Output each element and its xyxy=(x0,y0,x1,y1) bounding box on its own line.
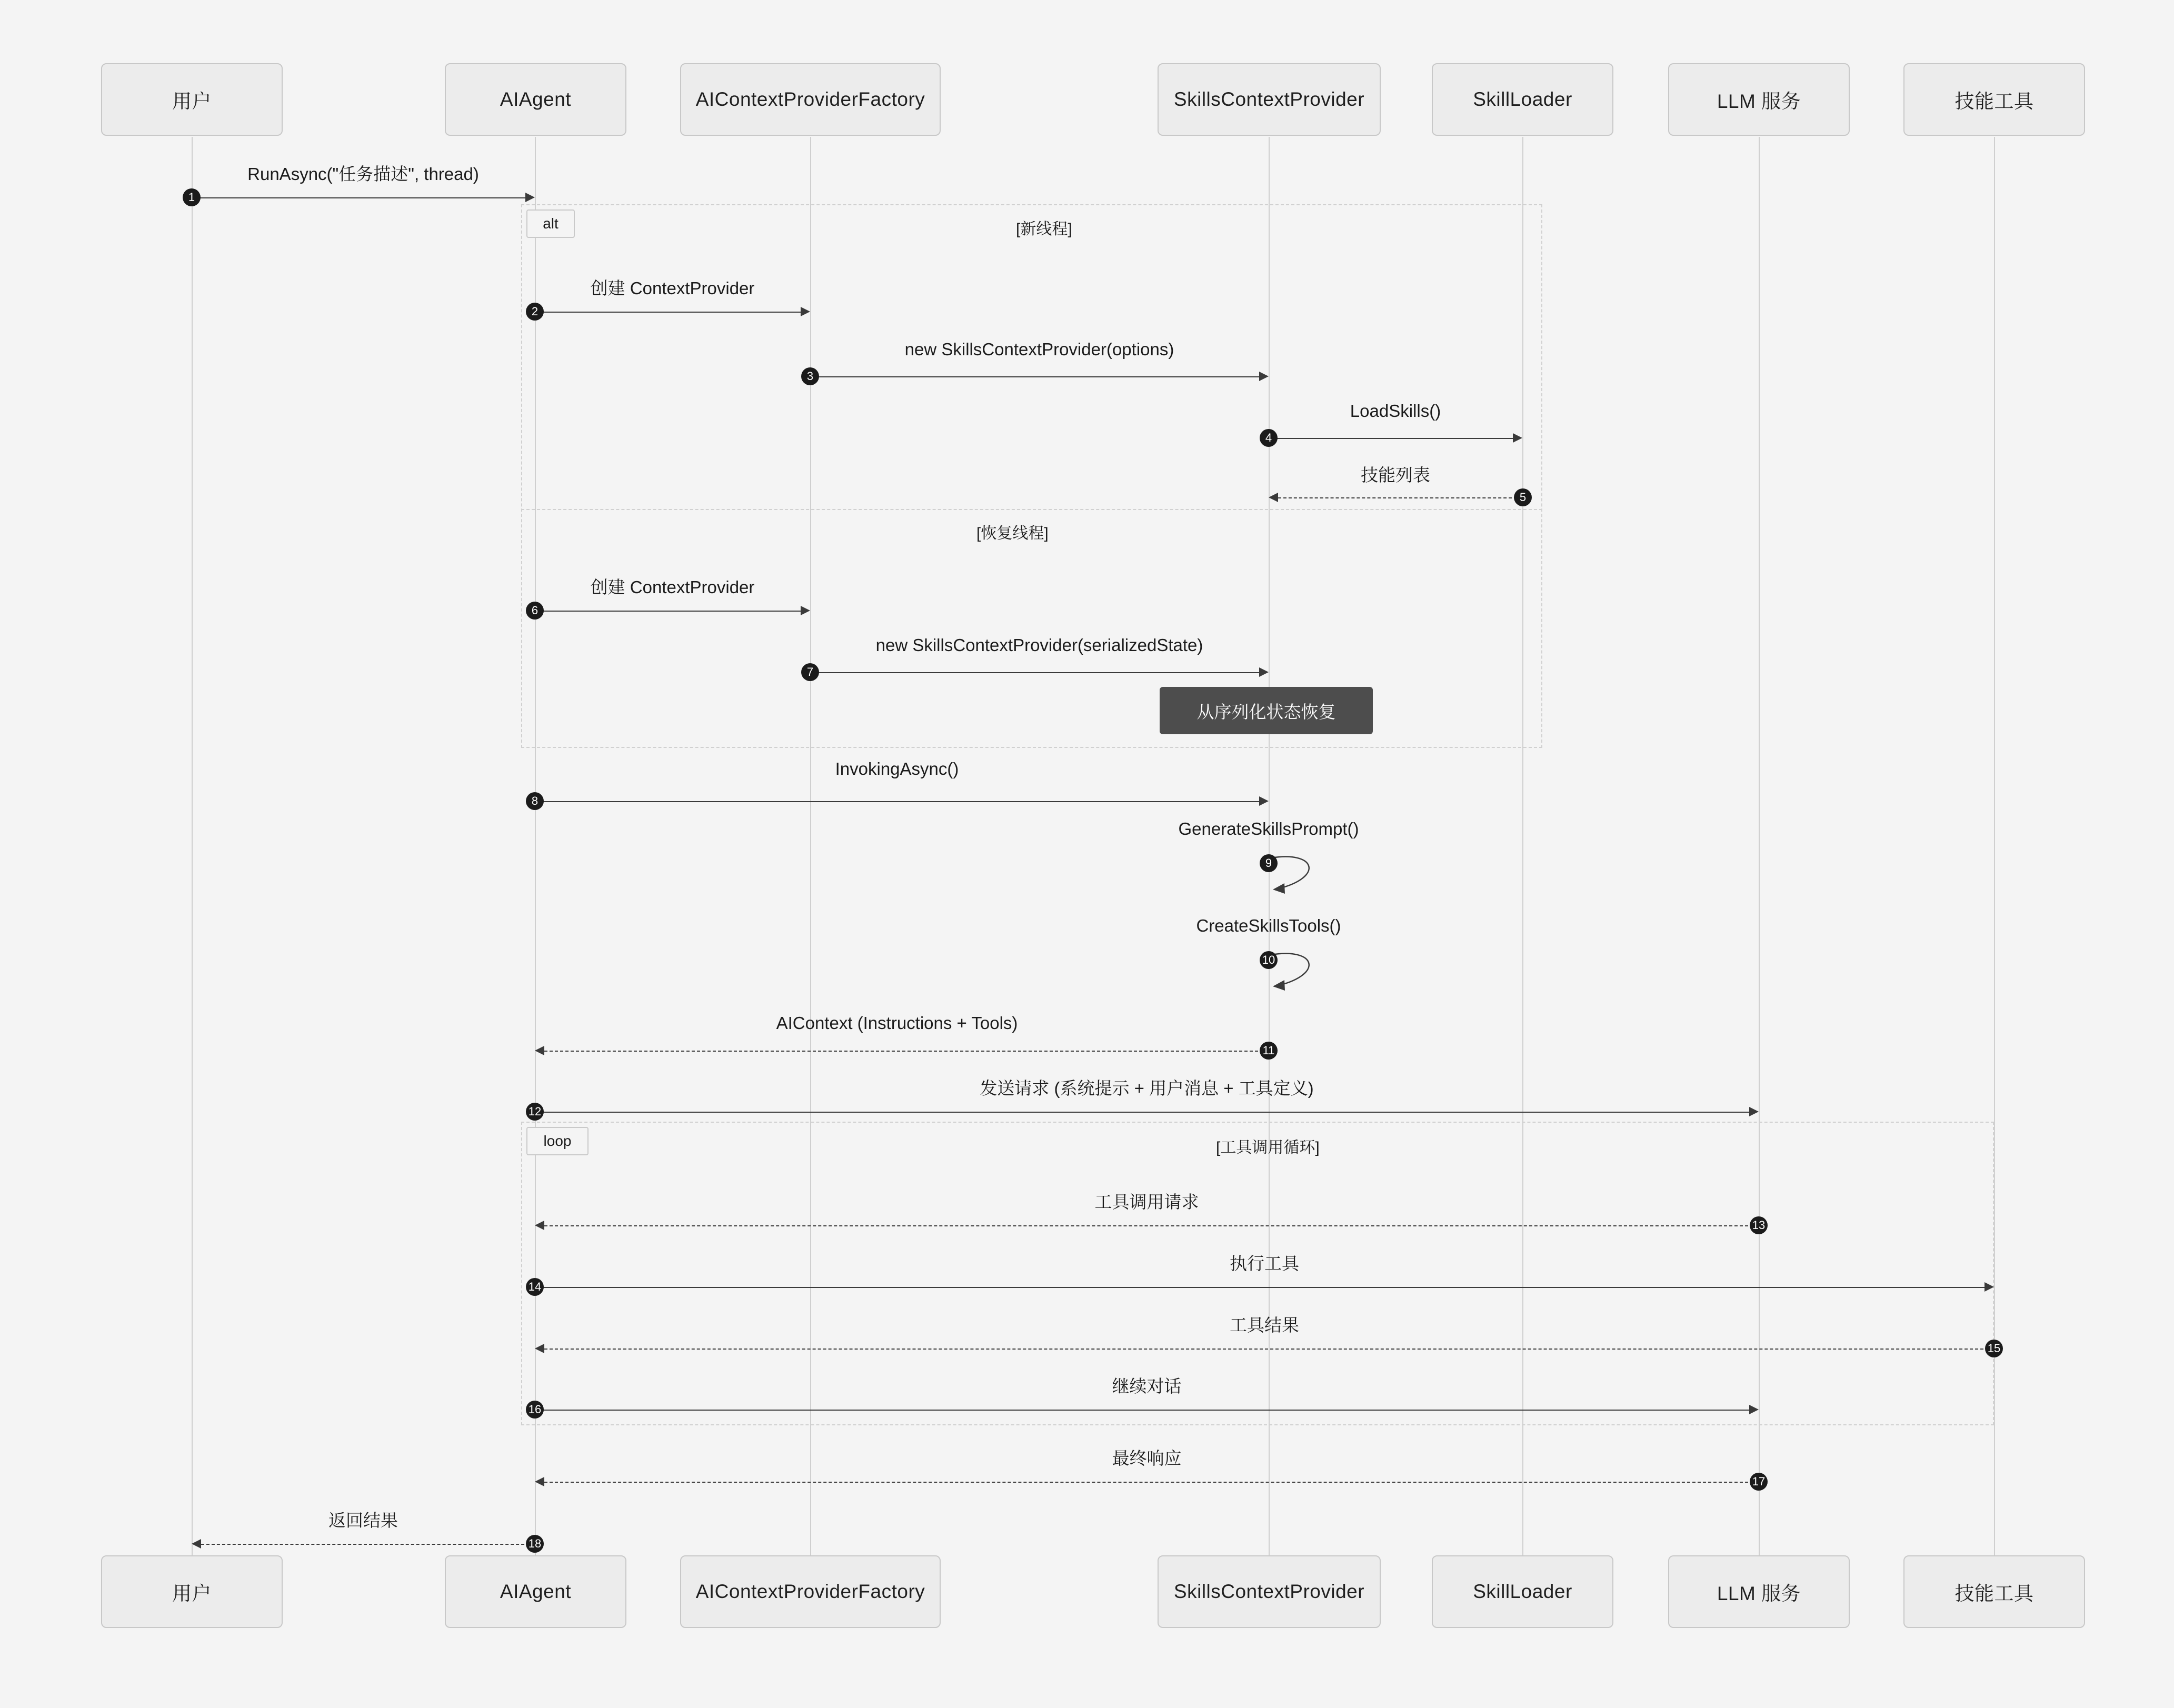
fragment-condition-label: [新线程] xyxy=(1016,221,1072,238)
message-line-11 xyxy=(544,1051,1269,1052)
message-number-11: 11 xyxy=(1260,1042,1278,1060)
fragment-alt-tag xyxy=(526,209,575,238)
message-text: 执行工具 xyxy=(1230,1254,1299,1273)
message-label-16 xyxy=(535,1373,1759,1397)
actor-tools-top xyxy=(1903,63,2085,136)
actor-skillsprovider-top xyxy=(1158,63,1381,136)
message-line-14 xyxy=(535,1287,1984,1288)
message-arrow-17 xyxy=(535,1477,544,1486)
message-number-15: 15 xyxy=(1985,1340,2003,1357)
message-text: RunAsync("任务描述", thread) xyxy=(247,164,479,184)
message-arrow-14 xyxy=(1984,1282,1994,1292)
message-number-2: 2 xyxy=(526,303,544,321)
lifeline-user xyxy=(192,137,193,1558)
message-label-15 xyxy=(535,1312,1994,1336)
actor-tools-bottom xyxy=(1903,1555,2085,1628)
actor-label: SkillsContextProvider xyxy=(1173,1581,1365,1602)
message-label-13 xyxy=(535,1188,1759,1213)
message-line-1 xyxy=(192,197,525,198)
message-label-10 xyxy=(1132,916,1405,936)
actor-label: AIAgent xyxy=(500,1581,572,1602)
message-text: InvokingAsync() xyxy=(835,759,959,778)
message-line-6 xyxy=(535,611,801,612)
message-number-13: 13 xyxy=(1750,1216,1768,1234)
message-text: 技能列表 xyxy=(1361,465,1430,485)
message-arrow-11 xyxy=(535,1046,544,1055)
fragment-alt-divider xyxy=(521,509,1542,510)
message-line-17 xyxy=(544,1482,1759,1483)
note-restore-state xyxy=(1160,687,1373,734)
message-line-3 xyxy=(810,376,1259,377)
message-line-5 xyxy=(1278,497,1522,498)
fragment-tag-label: alt xyxy=(543,215,559,232)
actor-label: SkillLoader xyxy=(1473,1581,1572,1602)
message-number-10: 10 xyxy=(1260,951,1278,969)
message-number-14: 14 xyxy=(526,1278,544,1296)
message-arrow-6 xyxy=(801,606,810,615)
actor-aiagent-top xyxy=(445,63,626,136)
message-number-9: 9 xyxy=(1260,854,1278,872)
message-text: new SkillsContextProvider(options) xyxy=(904,339,1174,359)
message-label-5 xyxy=(1269,462,1522,486)
message-number-1: 1 xyxy=(183,188,201,206)
message-number-12: 12 xyxy=(526,1103,544,1121)
message-label-6 xyxy=(535,574,810,598)
message-label-4 xyxy=(1269,401,1522,421)
message-text: 发送请求 (系统提示 + 用户消息 + 工具定义) xyxy=(980,1078,1314,1098)
message-number-3: 3 xyxy=(801,367,819,385)
message-line-12 xyxy=(535,1112,1749,1113)
message-number-17: 17 xyxy=(1750,1473,1768,1491)
message-label-3 xyxy=(810,339,1269,359)
message-label-8 xyxy=(535,759,1259,779)
message-text: 继续对话 xyxy=(1112,1376,1182,1396)
fragment-alt-condition-2 xyxy=(976,520,1049,543)
actor-user-bottom xyxy=(101,1555,283,1628)
message-label-2 xyxy=(535,275,810,299)
message-number-18: 18 xyxy=(526,1535,544,1553)
message-label-7 xyxy=(810,635,1269,655)
message-label-12 xyxy=(535,1075,1759,1100)
note-text: 从序列化状态恢复 xyxy=(1196,702,1336,722)
message-text: 返回结果 xyxy=(328,1511,398,1530)
message-line-15 xyxy=(544,1349,1994,1350)
message-line-16 xyxy=(535,1410,1749,1411)
message-text: LoadSkills() xyxy=(1350,401,1441,421)
message-number-4: 4 xyxy=(1260,429,1278,447)
message-text: 工具调用请求 xyxy=(1094,1192,1199,1212)
message-number-8: 8 xyxy=(526,792,544,810)
fragment-condition-label: [工具调用循环] xyxy=(1216,1139,1320,1156)
message-arrow-2 xyxy=(801,307,810,316)
message-text: 创建 ContextProvider xyxy=(590,577,755,597)
message-number-5: 5 xyxy=(1514,488,1532,506)
message-line-7 xyxy=(810,672,1259,673)
message-line-2 xyxy=(535,312,801,313)
message-arrow-15 xyxy=(535,1344,544,1353)
message-arrow-8 xyxy=(1259,796,1269,806)
message-text: 工具结果 xyxy=(1230,1315,1299,1335)
fragment-loop-condition xyxy=(1216,1134,1320,1157)
actor-label: LLM 服务 xyxy=(1717,1583,1801,1604)
actor-label: AIContextProviderFactory xyxy=(695,1581,925,1602)
message-arrow-7 xyxy=(1259,667,1269,677)
actor-skillsprovider-bottom xyxy=(1158,1555,1381,1628)
message-line-18 xyxy=(201,1544,535,1545)
message-line-4 xyxy=(1269,438,1513,439)
actor-label: 技能工具 xyxy=(1954,91,2034,112)
fragment-condition-label: [恢复线程] xyxy=(976,525,1049,542)
message-arrow-16 xyxy=(1749,1405,1759,1414)
actor-skillloader-bottom xyxy=(1432,1555,1613,1628)
message-label-18 xyxy=(192,1507,535,1532)
actor-llm-top xyxy=(1668,63,1850,136)
actor-llm-bottom xyxy=(1668,1555,1850,1628)
fragment-loop-tag xyxy=(526,1127,589,1155)
actor-label: AIContextProviderFactory xyxy=(695,88,925,110)
message-number-16: 16 xyxy=(526,1401,544,1419)
message-label-1 xyxy=(192,161,535,185)
message-arrow-5 xyxy=(1269,493,1278,502)
message-arrow-12 xyxy=(1749,1107,1759,1116)
message-arrow-1 xyxy=(525,193,535,202)
actor-label: SkillsContextProvider xyxy=(1173,88,1365,110)
actor-user-top xyxy=(101,63,283,136)
actor-label: 用户 xyxy=(172,91,212,112)
message-text: CreateSkillsTools() xyxy=(1196,916,1341,935)
message-label-11 xyxy=(535,1013,1259,1033)
message-line-8 xyxy=(535,801,1259,802)
message-arrow-18 xyxy=(192,1539,201,1549)
actor-factory-top xyxy=(680,63,941,136)
message-label-17 xyxy=(535,1445,1759,1470)
message-number-7: 7 xyxy=(801,663,819,681)
actor-label: 用户 xyxy=(172,1583,212,1604)
actor-aiagent-bottom xyxy=(445,1555,626,1628)
message-arrow-3 xyxy=(1259,372,1269,381)
message-text: AIContext (Instructions + Tools) xyxy=(776,1013,1018,1033)
actor-skillloader-top xyxy=(1432,63,1613,136)
fragment-alt-condition-1 xyxy=(1016,216,1072,239)
message-arrow-4 xyxy=(1513,433,1522,443)
message-label-9 xyxy=(1132,819,1405,839)
actor-label: LLM 服务 xyxy=(1717,91,1801,112)
fragment-tag-label: loop xyxy=(543,1133,572,1149)
actor-label: 技能工具 xyxy=(1954,1583,2034,1604)
message-text: 创建 ContextProvider xyxy=(590,278,755,298)
message-number-6: 6 xyxy=(526,602,544,620)
message-line-13 xyxy=(544,1225,1759,1226)
message-text: GenerateSkillsPrompt() xyxy=(1178,819,1359,838)
message-label-14 xyxy=(535,1250,1994,1275)
message-text: new SkillsContextProvider(serializedState) xyxy=(875,635,1203,655)
actor-factory-bottom xyxy=(680,1555,941,1628)
message-arrow-13 xyxy=(535,1221,544,1230)
actor-label: AIAgent xyxy=(500,88,572,110)
actor-label: SkillLoader xyxy=(1473,88,1572,110)
message-text: 最终响应 xyxy=(1112,1449,1182,1468)
